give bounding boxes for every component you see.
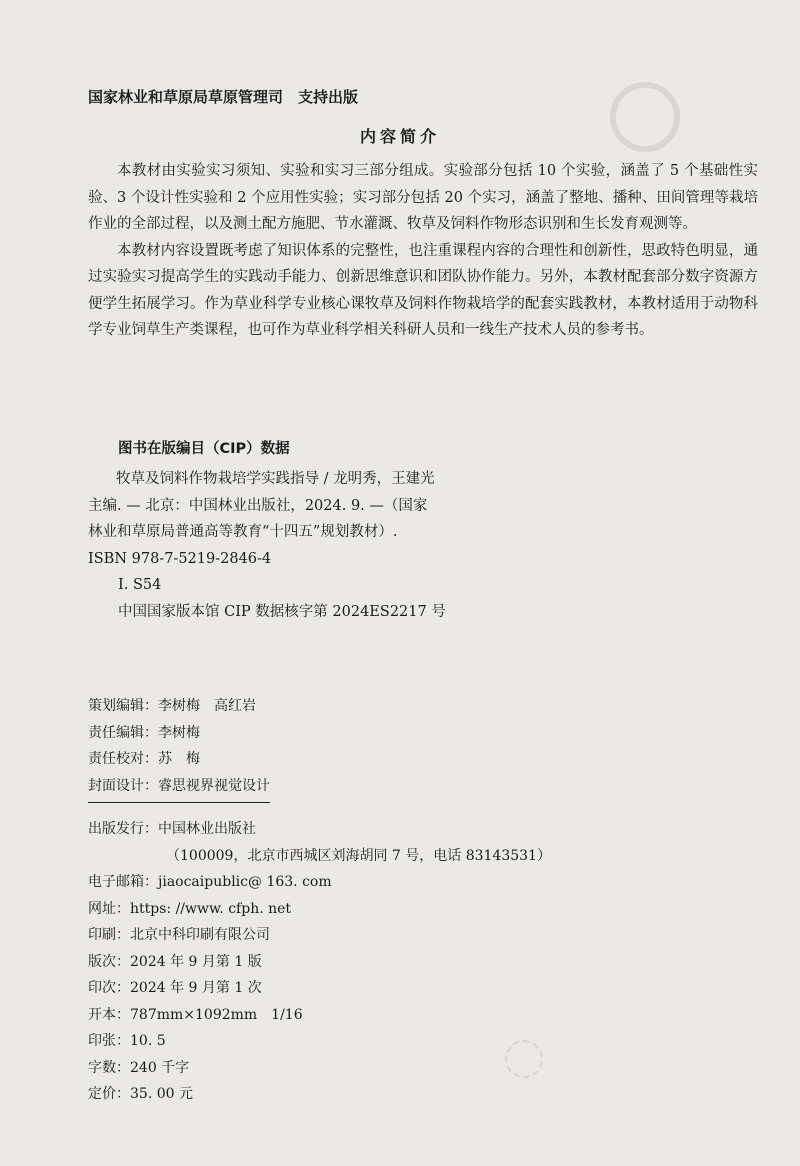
credit-label: 封面设计： (88, 777, 158, 794)
cip-line: Ⅰ. S54 (118, 577, 162, 593)
publication-info (88, 816, 551, 1108)
cip-line: 主编. — 北京：中国林业出版社，2024. 9. —（国家 (88, 497, 428, 514)
website-row (88, 896, 551, 923)
edition-value: 2024 年 9 月第 1 版 (130, 953, 262, 970)
words-value: 240 千字 (130, 1059, 190, 1076)
cip-line: ISBN 978-7-5219-2846-4 (88, 550, 272, 567)
website-value: https: //www. cfph. net (130, 900, 292, 917)
format-row (88, 1002, 551, 1029)
divider (88, 802, 270, 803)
sheets-value: 10. 5 (130, 1033, 166, 1049)
words-label: 字数： (88, 1059, 130, 1076)
credit-row (88, 720, 270, 747)
credit-label: 责任校对： (88, 751, 158, 767)
price-row (88, 1081, 551, 1108)
printer-value: 北京中科印刷有限公司 (130, 927, 270, 943)
support-line: 国家林业和草原局草原管理司 支持出版 (88, 88, 359, 106)
impression-value: 2024 年 9 月第 1 次 (130, 980, 262, 996)
email-value: jiaocaipublic@ 163. com (158, 874, 332, 890)
credit-value: 苏 梅 (158, 751, 200, 767)
credit-value: 睿思视界视觉设计 (158, 777, 270, 794)
intro-title: 内容简介 (359, 127, 440, 146)
impression-row (88, 975, 551, 1002)
credit-label: 策划编辑： (88, 698, 158, 714)
publisher-label: 出版发行： (88, 821, 158, 837)
sheets-label: 印张： (88, 1033, 130, 1049)
credit-value: 李树梅 高红岩 (158, 698, 256, 714)
website-label: 网址： (88, 900, 130, 917)
price-label: 定价： (88, 1086, 130, 1102)
edition-label: 版次： (88, 953, 130, 970)
format-value: 787mm×1092mm 1/16 (130, 1006, 303, 1023)
edition-row (88, 949, 551, 976)
intro-text (88, 158, 758, 344)
printer-row (88, 922, 551, 949)
cip-line: 牧草及饲料作物栽培学实践指导 / 龙明秀，王建光 (116, 471, 435, 487)
credit-row (88, 693, 270, 720)
cip-line: 林业和草原局普通高等教育“十四五”规划教材）. (88, 524, 398, 540)
email-row (88, 869, 551, 896)
credit-row (88, 746, 270, 773)
intro-paragraph: 本教材内容设置既考虑了知识体系的完整性，也注重课程内容的合理性和创新性，思政特色明显，通过实验实习提高学生的实践动手能力、创新思维意识和团队协作能力。另外，本教材配套部分数字资源方便学生拓展学习。作为草业科学专业核心课牧草及饲料作物栽培学的配套实践教材，本教材适用于动物科学专业饲草生产类课程，也可作为草业科学相关科研人员和一线生产技术人员的参考书。 (88, 242, 758, 338)
words-row (88, 1055, 551, 1082)
editor-credits (88, 693, 270, 799)
printer-label: 印刷： (88, 927, 130, 943)
format-label: 开本： (88, 1006, 130, 1023)
cip-line: 中国国家版本馆 CIP 数据核字第 2024ES2217 号 (118, 603, 446, 620)
publisher-row (88, 816, 551, 843)
email-label: 电子邮箱： (88, 874, 158, 890)
sheets-row (88, 1028, 551, 1055)
cip-block (88, 466, 648, 625)
publisher-value: 中国林业出版社 (158, 821, 256, 837)
credit-label: 责任编辑： (88, 724, 158, 741)
impression-label: 印次： (88, 980, 130, 996)
price-value: 35. 00 元 (130, 1086, 193, 1102)
intro-paragraph: 本教材由实验实习须知、实验和实习三部分组成。实验部分包括 10 个实验，涵盖了 5 个基础性实验、3 个设计性实验和 2 个应用性实验；实习部分包括 20 个实习，涵盖了整地、播种、田间管理等栽培作业的全部过程，以及测土配方施肥、节水灌溉、牧草及饲料作物形态识别和生长发育观测等。 (88, 163, 758, 232)
credit-row (88, 773, 270, 800)
credit-value: 李树梅 (158, 724, 200, 741)
address-row: （100009，北京市西城区刘海胡同 7 号，电话 83143531） (166, 847, 551, 864)
cip-title: 图书在版编目（CIP）数据 (118, 441, 290, 457)
